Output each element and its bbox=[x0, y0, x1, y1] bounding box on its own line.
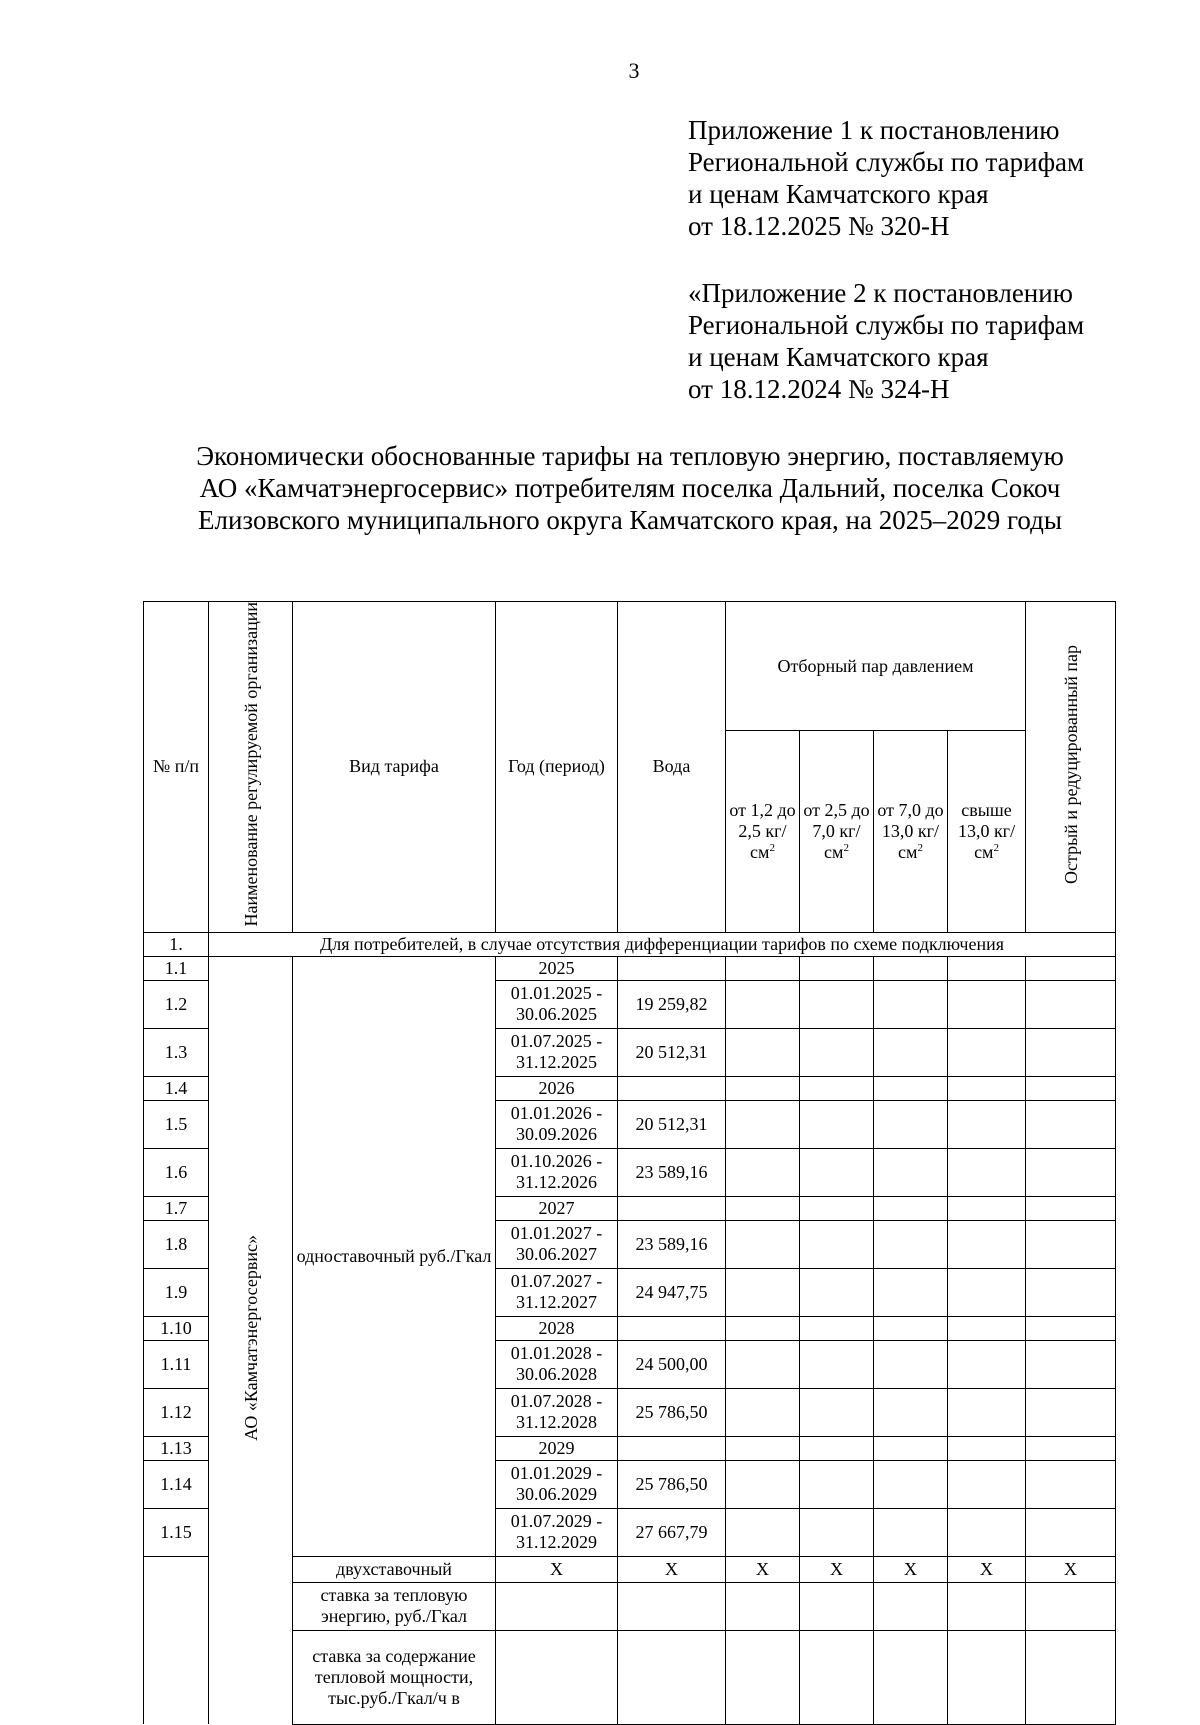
row-num-empty bbox=[144, 1556, 209, 1724]
row-water bbox=[618, 1316, 726, 1340]
row-period: 2026 bbox=[496, 1076, 618, 1100]
row-period: 01.01.2026 - 30.09.2026 bbox=[496, 1100, 618, 1148]
row-water: 19 259,82 bbox=[618, 980, 726, 1028]
x-mark: X bbox=[874, 1556, 948, 1582]
header-water: Вода bbox=[618, 602, 726, 933]
table-row bbox=[144, 956, 1116, 980]
row-num: 1.7 bbox=[144, 1196, 209, 1220]
row-period: 01.07.2029 - 31.12.2029 bbox=[496, 1508, 618, 1556]
two-rate-label: двухставочный bbox=[293, 1556, 496, 1582]
x-mark: X bbox=[618, 1556, 726, 1582]
row-water: 20 512,31 bbox=[618, 1100, 726, 1148]
row-num: 1.14 bbox=[144, 1460, 209, 1508]
row-period: 01.01.2028 - 30.06.2028 bbox=[496, 1340, 618, 1388]
x-mark: X bbox=[1026, 1556, 1116, 1582]
page-number: 3 bbox=[628, 58, 640, 83]
appendix-1-reference bbox=[688, 114, 1084, 242]
appendix-2-line: от 18.12.2024 № 324-Н bbox=[688, 374, 950, 404]
appendix-1-line: Приложение 1 к постановлению bbox=[688, 115, 1060, 145]
row-period: 01.07.2028 - 31.12.2028 bbox=[496, 1388, 618, 1436]
row-num: 1.3 bbox=[144, 1028, 209, 1076]
appendix-2-line: и ценам Камчатского края bbox=[688, 342, 989, 372]
row-water bbox=[618, 1076, 726, 1100]
x-mark: X bbox=[948, 1556, 1026, 1582]
appendix-2-line: «Приложение 2 к постановлению bbox=[688, 278, 1073, 308]
org-name-cell: АО «Камчатэнергосервис» bbox=[209, 956, 293, 1724]
appendix-1-line: и ценам Камчатского края bbox=[688, 179, 989, 209]
row-num: 1.13 bbox=[144, 1436, 209, 1460]
title-line: Елизовского муниципального округа Камчатского края, на 2025–2029 годы bbox=[198, 505, 1062, 535]
row-num: 1.9 bbox=[144, 1268, 209, 1316]
row-num: 1.5 bbox=[144, 1100, 209, 1148]
row-period: 2027 bbox=[496, 1196, 618, 1220]
appendix-1-line: от 18.12.2025 № 320-Н bbox=[688, 211, 950, 241]
x-mark: X bbox=[496, 1556, 618, 1582]
row-num: 1.4 bbox=[144, 1076, 209, 1100]
row-period: 2028 bbox=[496, 1316, 618, 1340]
row-num: 1.6 bbox=[144, 1148, 209, 1196]
row-water: 27 667,79 bbox=[618, 1508, 726, 1556]
document-title bbox=[140, 440, 1120, 536]
row-num: 1.10 bbox=[144, 1316, 209, 1340]
row-water bbox=[618, 956, 726, 980]
row-period: 01.10.2026 - 31.12.2026 bbox=[496, 1148, 618, 1196]
row-period: 01.01.2029 - 30.06.2029 bbox=[496, 1460, 618, 1508]
row-period: 01.01.2027 - 30.06.2027 bbox=[496, 1220, 618, 1268]
row-num: 1.2 bbox=[144, 980, 209, 1028]
header-tariff-type: Вид тарифа bbox=[293, 602, 496, 933]
section-num: 1. bbox=[144, 932, 209, 956]
row-num: 1.15 bbox=[144, 1508, 209, 1556]
appendix-1-line: Региональной службы по тарифам bbox=[688, 147, 1085, 177]
row-period: 2025 bbox=[496, 956, 618, 980]
row-period: 01.07.2025 - 31.12.2025 bbox=[496, 1028, 618, 1076]
row-water: 25 786,50 bbox=[618, 1460, 726, 1508]
row-num: 1.1 bbox=[144, 956, 209, 980]
row-water: 23 589,16 bbox=[618, 1148, 726, 1196]
header-steam-group: Отборный пар давлением bbox=[726, 602, 1026, 731]
row-period: 01.01.2025 - 30.06.2025 bbox=[496, 980, 618, 1028]
row-period: 01.07.2027 - 31.12.2027 bbox=[496, 1268, 618, 1316]
row-water bbox=[618, 1196, 726, 1220]
header-num: № п/п bbox=[144, 602, 209, 933]
rate-energy-label: ставка за тепловую энергию, руб./Гкал bbox=[293, 1582, 496, 1630]
appendix-2-reference bbox=[688, 277, 1084, 405]
row-num: 1.12 bbox=[144, 1388, 209, 1436]
title-line: Экономически обоснованные тарифы на тепловую энергию, поставляемую bbox=[196, 441, 1064, 471]
header-period: Год (период) bbox=[496, 602, 618, 933]
header-sharp-steam: Острый и редуцированный пар bbox=[1026, 602, 1116, 933]
header-org: Наименование регулируемой организации bbox=[209, 602, 293, 933]
header-pressure-1: от 1,2 до 2,5 $кг/см^2$ bbox=[726, 731, 800, 932]
tariff-table bbox=[143, 601, 1116, 1725]
row-water bbox=[618, 1436, 726, 1460]
header-pressure-2: от 2,5 до 7,0 $кг/см^2$ bbox=[800, 731, 874, 932]
section-label: Для потребителей, в случае отсутствия дифференциации тарифов по схеме подключения bbox=[209, 932, 1116, 956]
row-water: 24 500,00 bbox=[618, 1340, 726, 1388]
row-period: 2029 bbox=[496, 1436, 618, 1460]
x-mark: X bbox=[726, 1556, 800, 1582]
row-num: 1.11 bbox=[144, 1340, 209, 1388]
rate-capacity-label: ставка за содержание тепловой мощности, тыс.руб./Гкал/ч в bbox=[293, 1630, 496, 1724]
row-water: 23 589,16 bbox=[618, 1220, 726, 1268]
appendix-2-line: Региональной службы по тарифам bbox=[688, 310, 1085, 340]
header-row bbox=[144, 602, 1116, 731]
row-water: 20 512,31 bbox=[618, 1028, 726, 1076]
row-water: 24 947,75 bbox=[618, 1268, 726, 1316]
single-rate-cell: одноставочный руб./Гкал bbox=[293, 956, 496, 1556]
row-water: 25 786,50 bbox=[618, 1388, 726, 1436]
row-num: 1.8 bbox=[144, 1220, 209, 1268]
header-pressure-4: свыше 13,0 $кг/см^2$ bbox=[948, 731, 1026, 932]
section-row bbox=[144, 932, 1116, 956]
header-pressure-3: от 7,0 до 13,0 $кг/см^2$ bbox=[874, 731, 948, 932]
x-mark: X bbox=[800, 1556, 874, 1582]
title-line: АО «Камчатэнергосервис» потребителям поселка Дальний, поселка Сокоч bbox=[199, 473, 1061, 503]
